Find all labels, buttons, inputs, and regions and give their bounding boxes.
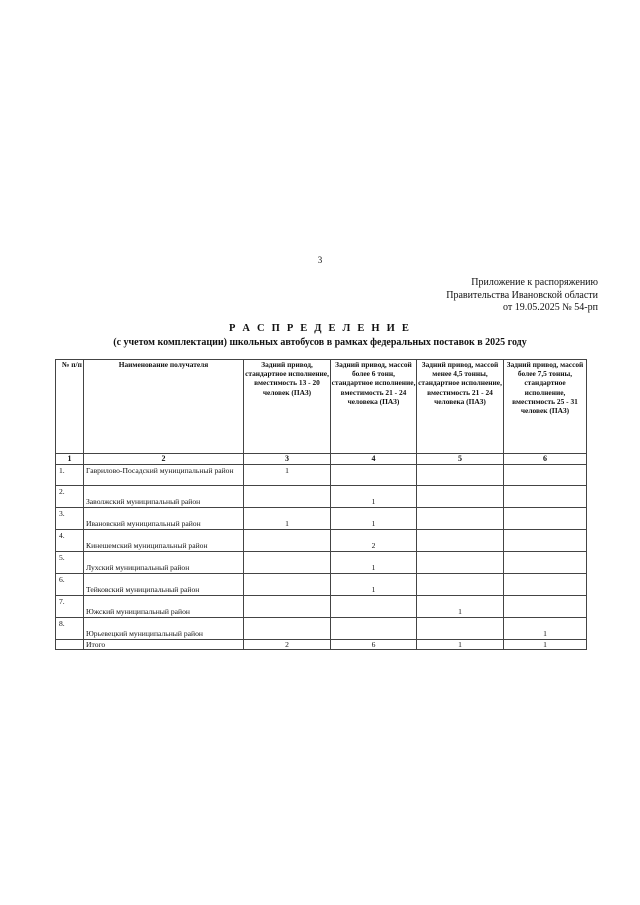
- column-number: 3: [244, 454, 331, 465]
- value-col-5: 1: [417, 596, 504, 618]
- value-col-5: [417, 465, 504, 486]
- value-col-6: [504, 552, 587, 574]
- row-number: 5.: [56, 552, 84, 574]
- header-col-5: Задний привод, массой менее 4,5 тонны, стандартное исполнение, вместимость 21 - 24 человека (ПАЗ): [417, 360, 504, 454]
- appendix-line-2: Правительства Ивановской области: [446, 289, 598, 301]
- header-number: № п/п: [56, 360, 84, 454]
- header-col-4: Задний привод, массой более 6 тонн, стандартное исполнение, вместимость 21 - 24 человека (ПАЗ): [331, 360, 417, 454]
- value-col-6: [504, 530, 587, 552]
- row-number: 2.: [56, 486, 84, 508]
- total-col-5: 1: [417, 640, 504, 650]
- table-row: [56, 596, 587, 618]
- document-subtitle: (с учетом комплектации) школьных автобусов в рамках федеральных поставок в 2025 году: [113, 337, 527, 348]
- table-row: [56, 552, 587, 574]
- value-col-4: 1: [331, 508, 417, 530]
- recipient-name: Кинешемский муниципальный район: [84, 530, 244, 552]
- value-col-5: [417, 508, 504, 530]
- value-col-6: [504, 508, 587, 530]
- appendix-line-3: от 19.05.2025 № 54-рп: [503, 302, 598, 313]
- value-col-6: [504, 486, 587, 508]
- value-col-3: [244, 574, 331, 596]
- value-col-4: [331, 618, 417, 640]
- total-row: [56, 640, 587, 650]
- value-col-6: [504, 596, 587, 618]
- value-col-5: [417, 552, 504, 574]
- table-row: [56, 618, 587, 640]
- total-label: Итого: [84, 640, 244, 650]
- row-number: 8.: [56, 618, 84, 640]
- value-col-3: 1: [244, 508, 331, 530]
- value-col-5: [417, 574, 504, 596]
- header-recipient: Наименование получателя: [84, 360, 244, 454]
- table-row: [56, 486, 587, 508]
- column-number: 1: [56, 454, 84, 465]
- value-col-5: [417, 530, 504, 552]
- appendix-line-1: Приложение к распоряжению: [471, 277, 598, 288]
- table-row: [56, 530, 587, 552]
- recipient-name: Юрьевецкий муниципальный район: [84, 618, 244, 640]
- row-number: 3.: [56, 508, 84, 530]
- column-number: 6: [504, 454, 587, 465]
- total-col-3: 2: [244, 640, 331, 650]
- value-col-4: [331, 465, 417, 486]
- header-col-3: Задний привод, стандартное исполнение, вместимость 13 - 20 человек (ПАЗ): [244, 360, 331, 454]
- recipient-name: Южский муниципальный район: [84, 596, 244, 618]
- total-number-cell: [56, 640, 84, 650]
- recipient-name: Гаврилово-Посадский муниципальный район: [84, 465, 244, 486]
- value-col-3: [244, 486, 331, 508]
- value-col-5: [417, 486, 504, 508]
- column-number: 4: [331, 454, 417, 465]
- value-col-4: 1: [331, 552, 417, 574]
- header-col-6: Задний привод, массой более 7,5 тонны, стандартное исполнение, вместимость 25 - 31 человек (ПАЗ): [504, 360, 587, 454]
- value-col-3: [244, 596, 331, 618]
- column-number: 2: [84, 454, 244, 465]
- table-header-row: [56, 360, 587, 454]
- value-col-4: 1: [331, 486, 417, 508]
- value-col-4: 1: [331, 574, 417, 596]
- document-title: Р А С П Р Е Д Е Л Е Н И Е: [228, 323, 412, 334]
- column-numbers-row: [56, 454, 587, 465]
- page-number: 3: [317, 255, 323, 265]
- value-col-3: [244, 618, 331, 640]
- recipient-name: Тейковский муниципальный район: [84, 574, 244, 596]
- table-row: [56, 574, 587, 596]
- row-number: 4.: [56, 530, 84, 552]
- recipient-name: Лухский муниципальный район: [84, 552, 244, 574]
- value-col-6: [504, 465, 587, 486]
- recipient-name: Заволжский муниципальный район: [84, 486, 244, 508]
- value-col-3: 1: [244, 465, 331, 486]
- value-col-6: 1: [504, 618, 587, 640]
- appendix-block: [446, 277, 598, 315]
- total-col-4: 6: [331, 640, 417, 650]
- value-col-4: [331, 596, 417, 618]
- value-col-6: [504, 574, 587, 596]
- row-number: 6.: [56, 574, 84, 596]
- row-number: 7.: [56, 596, 84, 618]
- recipient-name: Ивановский муниципальный район: [84, 508, 244, 530]
- table-row: [56, 508, 587, 530]
- column-number: 5: [417, 454, 504, 465]
- value-col-5: [417, 618, 504, 640]
- total-col-6: 1: [504, 640, 587, 650]
- value-col-3: [244, 552, 331, 574]
- table-row: [56, 465, 587, 486]
- value-col-4: 2: [331, 530, 417, 552]
- distribution-table: [55, 359, 587, 650]
- value-col-3: [244, 530, 331, 552]
- row-number: 1.: [56, 465, 84, 486]
